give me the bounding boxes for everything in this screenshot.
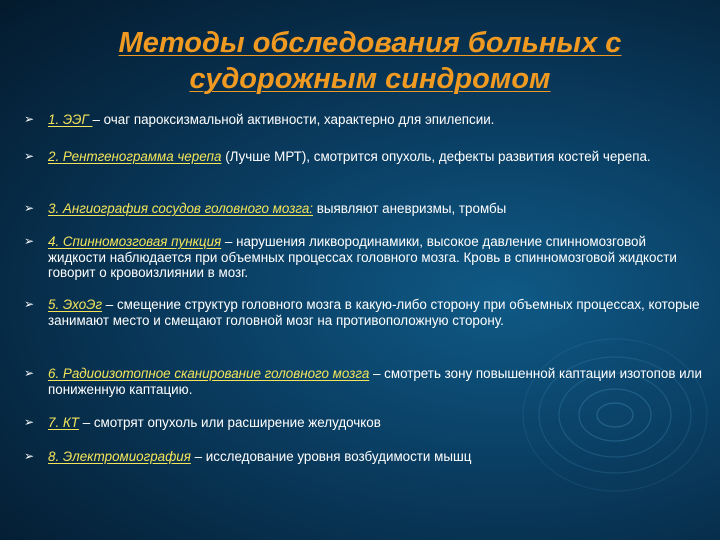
list-item-rest: – нарушения ликвородинамики, высокое давление спинномозговой жидкости наблюдается при объемных процессах головного мозга. Кровь в спинномозговой жидкости говорит о кровоизлиянии в мозг. <box>48 234 677 280</box>
arrow-bullet-icon: ➢ <box>24 234 35 248</box>
list-item-lead: 3. Ангиография сосудов головного мозга: <box>48 201 313 216</box>
list-item <box>24 449 704 465</box>
list-item-lead: 7. КТ <box>48 415 79 430</box>
list-item-lead: 2. Рентгенограмма черепа <box>48 149 222 164</box>
list-item <box>24 112 704 128</box>
list-item-text <box>48 201 704 217</box>
list-item <box>24 415 704 431</box>
list-item-lead: 8. Электромиография <box>48 449 191 464</box>
list-item-text <box>48 297 704 328</box>
list-item-lead: 6. Радиоизотопное сканирование головного мозга <box>48 366 370 381</box>
arrow-bullet-icon: ➢ <box>24 449 35 463</box>
list-item-text <box>48 449 704 465</box>
list-item-rest: выявляют аневризмы, тромбы <box>313 201 507 216</box>
list-item-lead: 1. ЭЭГ <box>48 112 93 127</box>
slide-title: Методы обследования больных с судорожным синдромом <box>118 27 622 96</box>
list-item-rest: – смещение структур головного мозга в какую-либо сторону при объемных процессах, которые занимают место и смещают головной мозг на противоположную сторону. <box>48 297 700 328</box>
list-item <box>24 366 704 397</box>
list-item-text <box>48 234 704 281</box>
list-item-text <box>48 149 704 165</box>
arrow-bullet-icon: ➢ <box>24 366 35 380</box>
list-item <box>24 297 704 328</box>
list-item-rest: – исследование уровня возбудимости мышц <box>190 449 472 464</box>
arrow-bullet-icon: ➢ <box>24 112 35 126</box>
list-item-lead: 5. ЭхоЭг <box>48 297 103 312</box>
list-item-text <box>48 415 704 431</box>
list-item-text <box>48 366 704 397</box>
arrow-bullet-icon: ➢ <box>24 149 35 163</box>
list-item-text <box>48 112 704 128</box>
list-item <box>24 234 704 281</box>
arrow-bullet-icon: ➢ <box>24 415 35 429</box>
arrow-bullet-icon: ➢ <box>24 297 35 311</box>
list-item-lead: 4. Спинномозговая пункция <box>48 234 222 249</box>
list-item-rest: – смотреть зону повышенной каптации изотопов или пониженную каптацию. <box>48 366 702 397</box>
list-item-rest: – очаг пароксизмальной активности, характерно для эпилепсии. <box>92 112 495 127</box>
list-item <box>24 201 704 217</box>
arrow-bullet-icon: ➢ <box>24 201 35 215</box>
list-item-rest: – смотрят опухоль или расширение желудочков <box>78 415 381 430</box>
list-item-rest: (Лучше МРТ), смотрится опухоль, дефекты развития костей черепа. <box>221 149 651 164</box>
list-item <box>24 149 704 165</box>
